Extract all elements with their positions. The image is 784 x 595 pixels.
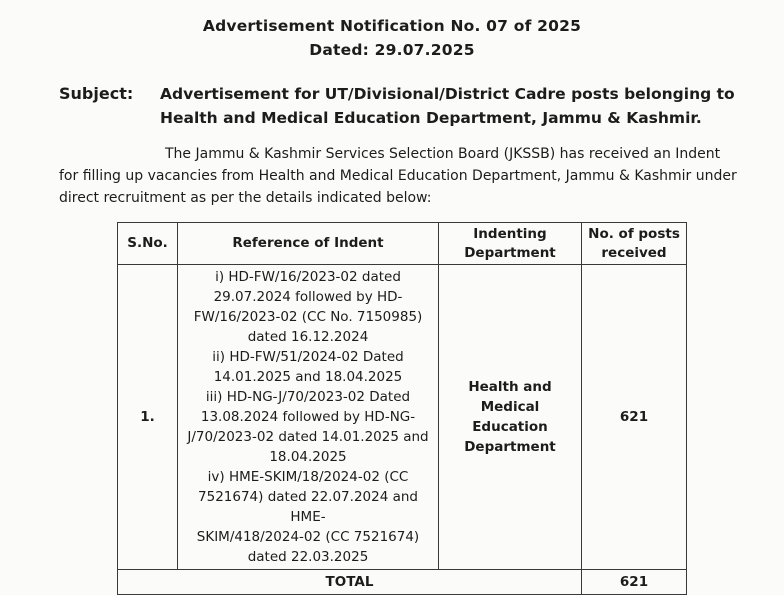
reference-line: 14.01.2025 and 18.04.2025 bbox=[213, 369, 403, 385]
intro-line-1: The Jammu & Kashmir Services Selection Board (JKSSB) has received an Indent bbox=[165, 146, 721, 162]
row-posts: 621 bbox=[582, 265, 687, 570]
header-sno: S.No. bbox=[118, 223, 178, 265]
reference-line: FW/16/2023-02 (CC No. 7150985) bbox=[193, 309, 423, 325]
subject-line-1: Advertisement for UT/Divisional/District Cadre posts belonging to bbox=[160, 85, 735, 103]
intro-line-3: direct recruitment as per the details indicated below: bbox=[59, 190, 432, 206]
notification-title: Advertisement Notification No. 07 of 2025 bbox=[202, 17, 582, 35]
row-reference bbox=[178, 265, 439, 570]
header-department bbox=[439, 223, 582, 265]
reference-line: 13.08.2024 followed by HD-NG- bbox=[200, 409, 416, 425]
table-header-row bbox=[118, 223, 687, 265]
reference-line: dated 22.03.2025 bbox=[247, 549, 369, 565]
subject-text bbox=[160, 82, 760, 130]
total-label: TOTAL bbox=[118, 570, 582, 595]
department-line: Health and Medical bbox=[468, 379, 552, 415]
reference-line: iv) HME-SKIM/18/2024-02 (CC bbox=[207, 469, 409, 485]
department-line: Education bbox=[472, 419, 548, 435]
subject-label: Subject: bbox=[59, 84, 134, 103]
reference-line: 7521674) dated 22.07.2024 and HME- bbox=[198, 489, 418, 525]
notification-date: Dated: 29.07.2025 bbox=[309, 41, 475, 59]
header-posts-line-2: received bbox=[601, 244, 667, 261]
header-posts bbox=[582, 223, 687, 265]
header-department-line-2: Department bbox=[464, 244, 556, 261]
row-department bbox=[439, 265, 582, 570]
table-row bbox=[118, 265, 687, 570]
reference-line: 18.04.2025 bbox=[269, 449, 347, 465]
reference-line: iii) HD-NG-J/70/2023-02 Dated bbox=[205, 389, 411, 405]
reference-line: J/70/2023-02 dated 14.01.2025 and bbox=[187, 429, 429, 445]
reference-line: ii) HD-FW/51/2024-02 Dated bbox=[212, 349, 404, 365]
intro-paragraph bbox=[59, 143, 739, 209]
reference-line: dated 16.12.2024 bbox=[247, 329, 369, 345]
header-reference: Reference of Indent bbox=[178, 223, 439, 265]
header-department-line-1: Indenting bbox=[473, 225, 547, 242]
reference-line: SKIM/418/2024-02 (CC 7521674) bbox=[196, 529, 420, 545]
reference-line: 29.07.2024 followed by HD- bbox=[213, 289, 403, 305]
indent-table bbox=[117, 222, 687, 595]
intro-line-2: for filling up vacancies from Health and Medical Education Department, Jammu & Kashmir under bbox=[59, 168, 737, 184]
department-line: Department bbox=[464, 439, 556, 455]
total-value: 621 bbox=[582, 570, 687, 595]
subject-line-2: Health and Medical Education Department, Jammu & Kashmir. bbox=[160, 109, 702, 127]
row-sno: 1. bbox=[118, 265, 178, 570]
reference-line: i) HD-FW/16/2023-02 dated bbox=[215, 269, 401, 285]
header-posts-line-1: No. of posts bbox=[588, 225, 680, 242]
table-total-row bbox=[118, 570, 687, 595]
